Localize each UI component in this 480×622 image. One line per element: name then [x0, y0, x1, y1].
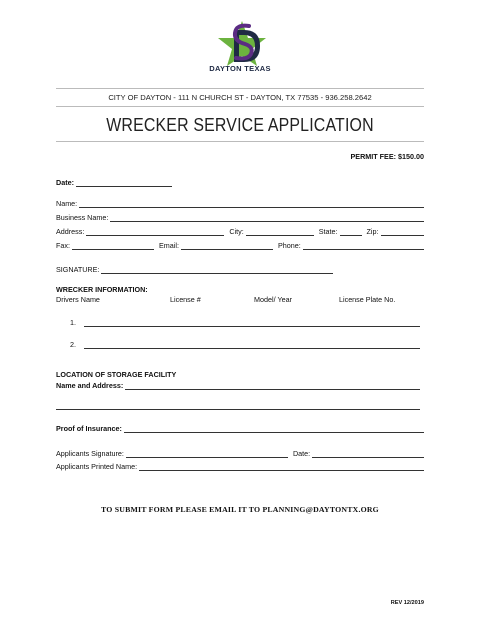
wrecker-row-1: [70, 318, 420, 327]
applicant-signature-field[interactable]: [126, 450, 288, 458]
date-row: [56, 178, 424, 187]
name-address-field-line-2[interactable]: [56, 402, 420, 410]
storage-heading-row: [56, 370, 424, 379]
name-field[interactable]: [79, 200, 424, 208]
email-field[interactable]: [181, 242, 273, 250]
name-address-label: Name and Address:: [56, 381, 124, 390]
applicant-date-label: Date:: [292, 449, 311, 458]
proof-of-insurance-field[interactable]: [124, 425, 424, 433]
page-title: WRECKER SERVICE APPLICATION: [106, 114, 374, 135]
applicant-signature-row: [56, 449, 424, 458]
phone-field[interactable]: [303, 242, 424, 250]
signature-label: SIGNATURE:: [56, 265, 100, 274]
column-license-number: License #: [170, 295, 201, 304]
header-divider-bottom: [56, 106, 424, 107]
name-address-field[interactable]: [125, 382, 420, 390]
state-field[interactable]: [340, 228, 362, 236]
applicant-printed-name-field[interactable]: [139, 463, 424, 471]
storage-name-address-row: [56, 381, 424, 390]
applicant-signature-label: Applicants Signature:: [56, 449, 124, 458]
contact-row: [56, 241, 424, 250]
fax-label: Fax:: [56, 241, 70, 250]
storage-extra-line-row: [56, 402, 420, 410]
wrecker-row-1-number: 1.: [70, 318, 76, 327]
business-name-label: Business Name:: [56, 213, 109, 222]
wrecker-row-2-field[interactable]: [84, 341, 420, 349]
column-model-year: Model/ Year: [254, 295, 292, 304]
wrecker-info-heading: WRECKER INFORMATION:: [56, 285, 148, 294]
logo-text: DAYTON TEXAS: [209, 64, 271, 73]
zip-field[interactable]: [381, 228, 424, 236]
storage-facility-heading: LOCATION OF STORAGE FACILITY: [56, 370, 177, 379]
permit-fee: PERMIT FEE: $150.00: [350, 152, 424, 161]
date-field[interactable]: [76, 179, 172, 187]
date-label: Date:: [56, 178, 74, 187]
title-divider: [56, 141, 424, 142]
business-row: [56, 213, 424, 222]
wrecker-heading-row: [56, 285, 424, 294]
phone-label: Phone:: [277, 241, 301, 250]
applicant-printed-name-label: Applicants Printed Name:: [56, 462, 138, 471]
zip-label: Zip:: [366, 227, 379, 236]
name-label: Name:: [56, 199, 78, 208]
state-label: State:: [318, 227, 338, 236]
printed-name-row: [56, 462, 424, 471]
address-label: Address:: [56, 227, 85, 236]
address-field[interactable]: [86, 228, 224, 236]
applicant-date-field[interactable]: [312, 450, 424, 458]
proof-of-insurance-label: Proof of Insurance:: [56, 424, 122, 433]
city-label: City:: [229, 227, 244, 236]
wrecker-row-2: [70, 340, 420, 349]
header-divider-top: [56, 88, 424, 89]
column-drivers-name: Drivers Name: [56, 295, 100, 304]
wrecker-row-1-field[interactable]: [84, 319, 420, 327]
wrecker-columns: [56, 295, 424, 305]
address-row: [56, 227, 424, 236]
signature-field[interactable]: [101, 266, 333, 274]
name-row: [56, 199, 424, 208]
city-address-line: CITY OF DAYTON - 111 N CHURCH ST - DAYTON, TX 77535 - 936.258.2642: [108, 93, 372, 102]
revision-label: REV 12/2019: [390, 600, 424, 606]
submit-instructions: TO SUBMIT FORM PLEASE EMAIL IT TO PLANNING@DAYTONTX.ORG: [101, 505, 379, 514]
insurance-row: [56, 424, 424, 433]
city-field[interactable]: [246, 228, 314, 236]
wrecker-row-2-number: 2.: [70, 340, 76, 349]
fax-field[interactable]: [72, 242, 154, 250]
column-license-plate: License Plate No.: [339, 295, 396, 304]
business-name-field[interactable]: [110, 214, 424, 222]
signature-row: [56, 265, 424, 274]
email-label: Email:: [158, 241, 179, 250]
